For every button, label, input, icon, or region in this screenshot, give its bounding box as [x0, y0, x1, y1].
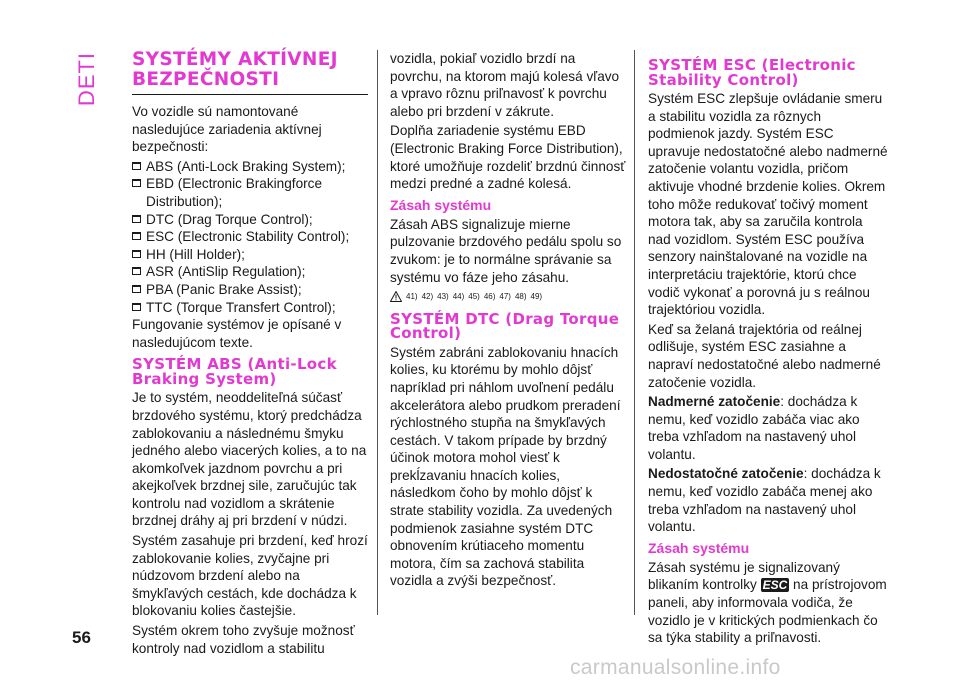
- abs-continued-paragraph: vozidla, pokiaľ vozidlo brzdí na povrchu, na ktorom majú kolesá vľavo a vpravo rôznu priľnavosť k povrchu alebo pri brzdení v zákrute.: [390, 51, 620, 119]
- esc-warning-light-icon: ESC: [762, 578, 788, 593]
- esc-zasah-heading: Zásah systému: [648, 539, 750, 556]
- oversteer-paragraph: [648, 393, 888, 463]
- reference-number: 41): [406, 292, 418, 302]
- reference-number: 43): [437, 292, 449, 302]
- section-tab: [72, 48, 102, 110]
- reference-number: 49): [530, 292, 543, 302]
- reference-number: 45): [468, 292, 480, 302]
- oversteer-text: : dochádza k nemu, keď vozidlo zabáča viac ako treba vzhľadom na nastavený uhol volantu.: [648, 394, 860, 462]
- reference-number: 48): [514, 292, 527, 302]
- warning-references: [390, 288, 626, 306]
- zasah-heading: Zásah systému: [390, 196, 492, 213]
- systems-list: [132, 158, 368, 316]
- intro-paragraph: Vo vozidle sú namontované nasledujúce zariadenia aktívnej bezpečnosti:: [132, 104, 322, 155]
- esc-paragraph: Keď sa želaná trajektória od reálnej odlišuje, systém ESC zasiahne a napraví nedostatočné alebo nadmerné zatočenie vozidla.: [648, 321, 881, 390]
- dtc-heading: SYSTÉM DTC (Drag Torque Control): [390, 309, 620, 343]
- zasah-paragraph: Zásah ABS signalizuje mierne pulzovanie brzdového pedálu spolu so zvukom: je to normálne správanie sa systému vo fáze jeho zásahu.: [390, 216, 622, 285]
- column-3: [648, 50, 888, 649]
- abs-paragraph: Je to systém, neoddeliteľná súčasť brzdového systému, ktorý predchádza zablokovaniu a následnému šmyku jedného alebo viacerých kolies, a to na akomkoľvek jazdnom povrchu a pri akejkoľvek brzdnej sile, zaručujúc tak kontrolu nad vozidlom a skrátenie brzdnej dráhy aj pri brzdení v núdzi.: [132, 390, 367, 529]
- column-divider: [634, 50, 635, 615]
- understeer-text: : dochádza k nemu, keď vozidlo zabáča menej ako treba vzhľadom na nastavený uhol volantu.: [648, 466, 881, 535]
- oversteer-term: Nadmerné zatočenie: [648, 394, 781, 410]
- esc-zasah-paragraph: [648, 559, 888, 647]
- dtc-paragraph: Systém zabráni zablokovaniu hnacích kolies, ku ktorému by mohlo dôjsť napríklad pri náhlom uvoľnení pedálu akcelerátora alebo prudkom preradení rýchlostného stupňa na šmykľavých cestách. V takom prípade by brzdný účinok motora mohol viesť k prekĺzavaniu hnacích kolies, následkom čoho by mohlo dôjsť k strate stability vozidla. Za uvedených podmienok zasiahne systém DTC obnovením krútiaceho momentu motora, čím sa zachová stabilita vozidla a zvýši bezpečnosť.: [390, 344, 621, 589]
- reference-number: 47): [499, 292, 511, 302]
- abs-paragraph: Systém zasahuje pri brzdení, keď hrozí zablokovanie kolies, zvyčajne pri núdzovom brzdení alebo na šmykľavých cestách, kde dochádza k blokovaniu kolies častejšie.: [132, 533, 368, 619]
- column-divider: [377, 50, 378, 615]
- watermark: carmanualsonline.info: [570, 656, 781, 679]
- esc-heading: SYSTÉM ESC (Electronic Stability Control): [648, 56, 856, 89]
- section-heading: SYSTÉMY AKTÍVNEJ BEZPEČNOSTI: [132, 50, 368, 95]
- list-item: PBA (Panic Brake Assist);: [132, 281, 368, 299]
- zasah-text-end: na prístrojovom paneli, aby informovala vodiča, že vozidlo je v kritických podmienkach čo sa týka stability a priľnavosti.: [648, 577, 887, 646]
- section-tab-label: DETI: [74, 51, 99, 107]
- list-item: ESC (Electronic Stability Control);: [132, 228, 368, 246]
- esc-paragraph: Systém ESC zlepšuje ovládanie smeru a stabilitu vozidla za rôznych podmienok jazdy. Systém ESC upravuje nedostatočné alebo nadmerné zatočenie volantu vozidla, pričom aktivuje vhodné brzdenie kolies. Okrem toho môže redukovať točivý moment motora tak, aby sa zaručila kontrola nad vozidlom. Systém ESC používa senzory nainštalované na vozidle na interpretáciu trajektórie, ktorú chce vodič vykonať a porovná ju s reálnou trajektóriou vozidla.: [648, 91, 888, 318]
- column-1: [132, 50, 368, 659]
- warning-triangle-icon: [390, 291, 402, 302]
- reference-number: 46): [483, 292, 496, 302]
- list-item: ASR (AntiSlip Regulation);: [132, 263, 368, 281]
- abs-heading: SYSTÉM ABS (Anti-Lock Braking System): [132, 355, 337, 388]
- list-item: HH (Hill Holder);: [132, 246, 368, 264]
- list-item: EBD (Electronic Brakingforce Distribution);: [132, 175, 368, 210]
- outro-paragraph: Fungovanie systémov je opísané v nasledujúcom texte.: [132, 317, 342, 350]
- zasah-text-start: Zásah systému je signalizovaný blikaním kontrolky: [648, 559, 840, 593]
- understeer-paragraph: [648, 465, 888, 535]
- list-item: TTC (Torque Transfert Control);: [132, 299, 368, 317]
- page-number: 56: [72, 628, 91, 647]
- ebd-paragraph: Doplňa zariadenie systému EBD (Electronic Braking Force Distribution), ktoré umožňuje rozdeliť brzdnú činnosť medzi predné a zadné kolesá.: [390, 123, 626, 192]
- list-item: DTC (Drag Torque Control);: [132, 211, 368, 229]
- reference-number: 44): [452, 292, 465, 302]
- list-item: ABS (Anti-Lock Braking System);: [132, 158, 368, 176]
- reference-number: 42): [421, 292, 434, 302]
- column-2: [390, 50, 626, 592]
- understeer-term: Nedostatočné zatočenie: [648, 466, 804, 482]
- abs-paragraph: Systém okrem toho zvyšuje možnosť kontroly nad vozidlom a stabilitu: [132, 623, 355, 656]
